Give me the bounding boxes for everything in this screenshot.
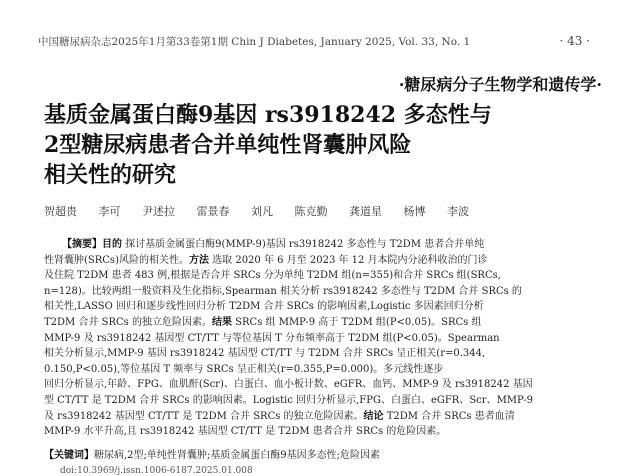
- conclusion-label: 结论: [363, 410, 384, 422]
- keywords-text: 糖尿病,2型;单纯性肾囊肿;基质金属蛋白酶9基因多态性;危险因素: [94, 450, 381, 461]
- title-line: 相关性的研究: [44, 162, 177, 188]
- abstract-line: 相关性,LASSO 回归和逐步线性回归分析 T2DM 合并 SRCs 的影响因素,Logistic 多因素回归分析: [44, 301, 484, 313]
- keywords: [44, 448, 380, 464]
- objective-label: 目的: [102, 239, 122, 250]
- results-label: 结果: [212, 316, 232, 328]
- abstract-line: 性肾囊肿(SRCs)风险的相关性。方法 选取 2020 年 6 月至 2023 年 12 月本院内分泌科收治的门诊: [44, 254, 488, 266]
- running-header: 中国糖尿病杂志2025年1月第33卷第1期 Chin J Diabetes, January 2025, Vol. 33, No. 1: [38, 36, 471, 48]
- title-line: 2型糖尿病患者合并单纯性肾囊肿风险: [44, 132, 412, 158]
- abstract-line: 及住院 T2DM 患者 483 例,根据是否合并 SRCs 分为单纯 T2DM 组(n=355)和合并 SRCs 组(SRCs,: [44, 270, 501, 282]
- abstract: [44, 237, 614, 440]
- methods-label: 方法: [188, 254, 209, 266]
- abstract-line: n=128)。比较两组一般资料及生化指标,Spearman 相关分析 rs3918242 多态性与 T2DM 合并 SRCs 的: [44, 285, 522, 297]
- article-title: [44, 100, 604, 190]
- abstract-line: 回归分析显示,年龄、FPG、血肌酐(Scr)、白蛋白、血小板计数、eGFR、血钙、MMP-9 及 rs3918242 基因: [44, 379, 533, 391]
- page-number: · 43 ·: [559, 34, 590, 48]
- abstract-label: 【摘要】: [62, 239, 102, 250]
- abstract-line: 及 rs3918242 基因型 CT/TT 是 T2DM 合并 SRCs 的独立危险因素。结论 T2DM 合并 SRCs 患者血清: [44, 410, 515, 422]
- abstract-line: 相关分析显示,MMP-9 基因 rs3918242 基因型 CT/TT 与 T2DM 合并 SRCs 呈正相关(r=0.344,: [44, 348, 486, 360]
- section-label: ·糖尿病分子生物学和遗传学·: [398, 75, 602, 94]
- author-list: 贺超贵 李可 尹述拉 雷景春 刘凡 陈克勤 龚道星 杨博 李波: [44, 205, 469, 218]
- abstract-line: 型 CT/TT 是 T2DM 合并 SRCs 的影响因素。Logistic 回归分析显示,FPG、白蛋白、eGFR、Scr、MMP-9: [44, 394, 533, 406]
- abstract-line: T2DM 合并 SRCs 的独立危险因素。结果 SRCs 组 MMP-9 高于 T2DM 组(P<0.05)。SRCs 组: [44, 316, 482, 328]
- doi: doi:10.3969/j.issn.1006-6187.2025.01.008: [60, 466, 253, 476]
- abstract-line: 0.150,P<0.05),等位基因 T 频率与 SRCs 呈正相关(r=0.355,P=0.000)。多元线性逐步: [44, 363, 444, 375]
- abstract-line: 【摘要】目的 探讨基质金属蛋白酶9(MMP-9)基因 rs3918242 多态性与 T2DM 患者合并单纯: [62, 239, 485, 250]
- abstract-line: MMP-9 及 rs3918242 基因型 CT/TT 与等位基因 T 分布频率高于 T2DM 组(P<0.05)。Spearman: [44, 332, 500, 344]
- abstract-line: MMP-9 水平升高,且 rs3918242 基因型 CT/TT 是 T2DM 患者合并 SRCs 的危险因素。: [44, 426, 447, 438]
- keywords-label: 【关键词】: [44, 450, 94, 461]
- title-line: 基质金属蛋白酶9基因 rs3918242 多态性与: [44, 102, 492, 128]
